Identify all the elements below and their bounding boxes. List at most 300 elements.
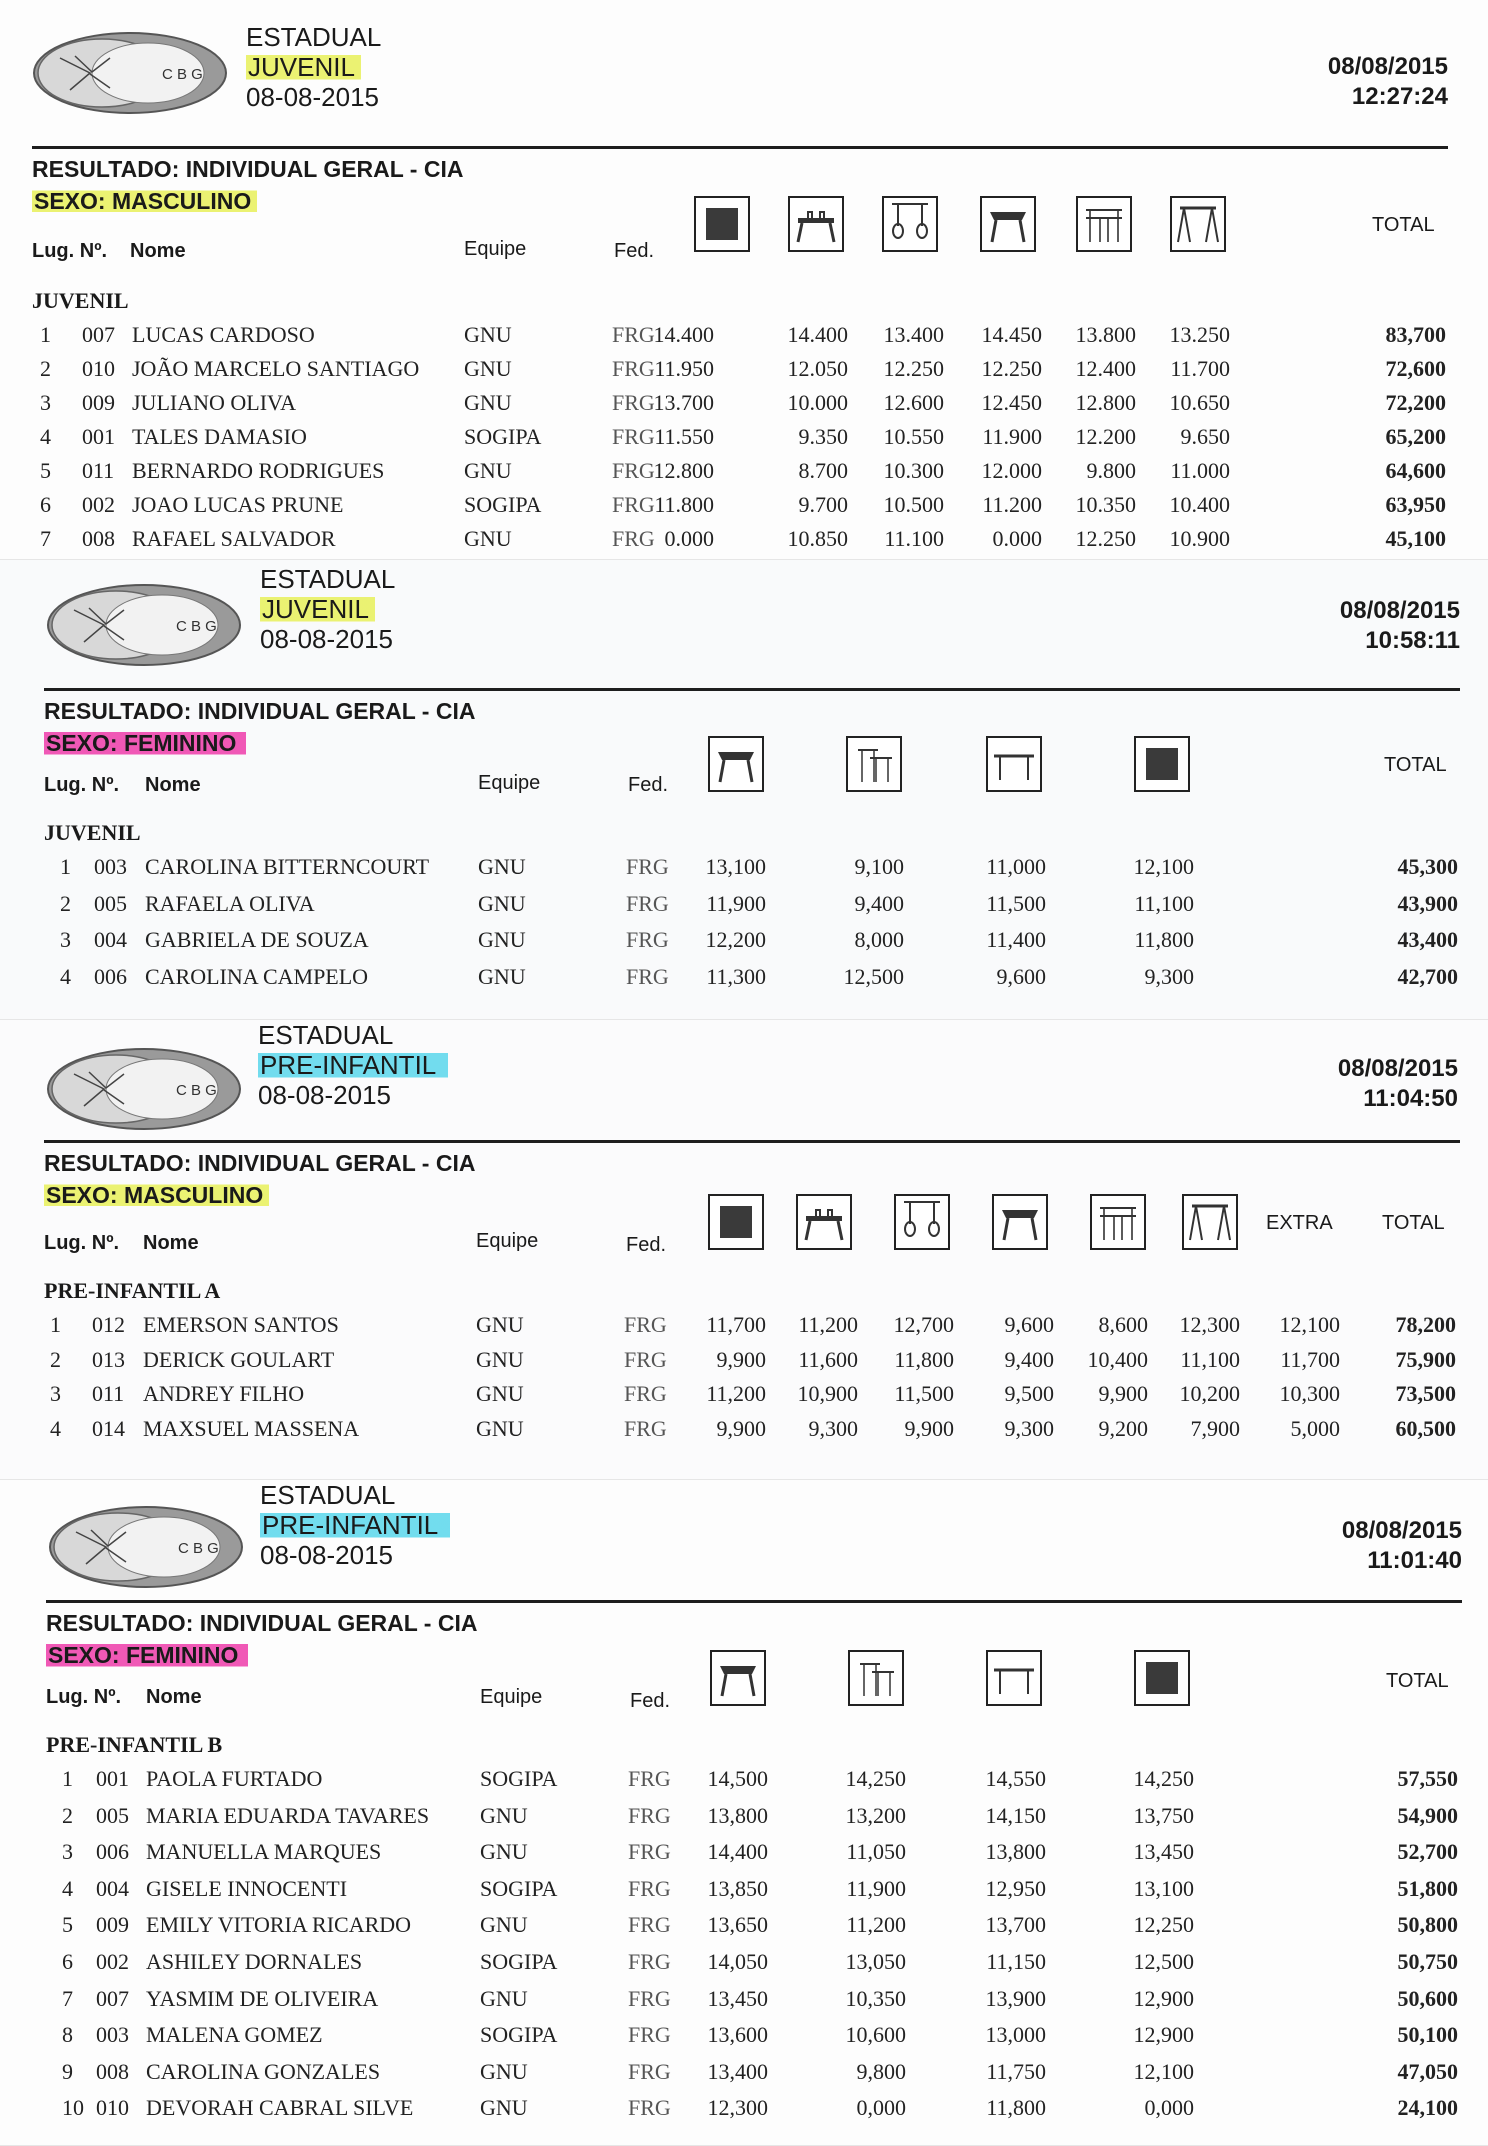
rank-cell: 7 [40, 526, 51, 551]
result-title: RESULTADO: INDIVIDUAL GERAL - CIA [44, 698, 476, 724]
total-cell: 73,500 [1395, 1381, 1456, 1406]
athlete-number-cell: 002 [96, 1949, 129, 1974]
total-cell: 43,400 [1397, 927, 1458, 952]
team-cell: GNU [476, 1312, 524, 1337]
sheet-heading [258, 1020, 448, 1110]
floor-icon [1134, 736, 1190, 792]
rank-cell: 9 [62, 2058, 73, 2084]
beam-icon [986, 736, 1042, 792]
athlete-name-cell: CAROLINA BITTERNCOURT [145, 854, 430, 879]
team-cell: SOGIPA [480, 1949, 558, 1974]
header-rule [46, 1600, 1462, 1603]
print-timestamp [1340, 596, 1460, 656]
score-cell: 10.500 [883, 492, 944, 517]
team-cell: GNU [478, 854, 526, 879]
total-cell: 75,900 [1395, 1346, 1456, 1372]
athlete-name-cell: RAFAEL SALVADOR [132, 526, 336, 551]
print-timestamp [1338, 1054, 1458, 1114]
team-cell: GNU [478, 890, 526, 916]
athlete-number-cell: 009 [96, 1912, 129, 1938]
score-cell: 14.400 [787, 322, 848, 347]
score-cell: 13,000 [985, 2022, 1046, 2048]
print-timestamp [1328, 52, 1448, 112]
team-cell: GNU [476, 1381, 524, 1406]
col-total: TOTAL [1386, 1670, 1449, 1692]
federation-cell: FRG [628, 1912, 671, 1938]
score-cell: 9,600 [1004, 1312, 1054, 1337]
team-cell: GNU [464, 458, 512, 483]
score-cell: 13,800 [707, 1802, 768, 1828]
athlete-number-cell: 010 [96, 2095, 129, 2121]
score-cell: 13,050 [845, 1949, 906, 1974]
floor-icon [694, 196, 750, 252]
federation-cell: FRG [626, 963, 669, 989]
federation-cell: FRG [628, 1949, 671, 1974]
score-cell: 8,600 [1098, 1312, 1148, 1337]
team-cell: GNU [476, 1415, 524, 1441]
athlete-name-cell: LUCAS CARDOSO [132, 322, 315, 347]
score-cell: 12.450 [981, 390, 1042, 415]
federation-cell: FRG [624, 1381, 667, 1406]
col-team: Equipe [464, 238, 527, 260]
score-cell: 10.550 [883, 424, 944, 449]
score-cell: 11,200 [846, 1912, 906, 1938]
score-cell: 10,900 [797, 1381, 858, 1406]
federation-cell: FRG [628, 1875, 671, 1901]
event-name: ESTADUAL [258, 1020, 394, 1050]
score-cell: 9.650 [1180, 424, 1230, 449]
score-cell: 7,900 [1190, 1415, 1240, 1441]
score-cell: 13,100 [1133, 1875, 1194, 1901]
athlete-number-cell: 001 [82, 424, 115, 449]
rank-cell: 2 [40, 356, 51, 381]
athlete-name-cell: RAFAELA OLIVA [145, 890, 315, 916]
table-row [0, 1799, 1488, 1833]
col-total: TOTAL [1382, 1212, 1445, 1234]
team-cell: GNU [480, 2095, 528, 2121]
score-cell: 10.300 [883, 458, 944, 483]
rank-cell: 7 [62, 1985, 73, 2011]
score-cell: 11,900 [846, 1875, 906, 1901]
athlete-name-cell: EMERSON SANTOS [143, 1312, 339, 1337]
team-cell: SOGIPA [480, 1766, 558, 1791]
federation-cell: FRG [628, 2058, 671, 2084]
score-cell: 12.050 [787, 356, 848, 381]
vault-icon [992, 1194, 1048, 1250]
sheet-heading [260, 1480, 450, 1570]
score-cell: 14,250 [845, 1766, 906, 1791]
results-sheet-preinfantil-feminino [0, 1480, 1488, 2146]
score-cell: 9,100 [854, 854, 904, 879]
athlete-name-cell: YASMIM DE OLIVEIRA [146, 1985, 379, 2011]
score-cell: 12,100 [1133, 854, 1194, 879]
athlete-number-cell: 013 [92, 1346, 125, 1372]
athlete-name-cell: MARIA EDUARDA TAVARES [146, 1802, 430, 1828]
results-sheet-juvenil-masculino [0, 0, 1488, 560]
score-cell: 11,050 [846, 1839, 906, 1865]
table-row [0, 2055, 1488, 2089]
total-cell: 50,750 [1397, 1949, 1458, 1974]
rank-cell: 4 [50, 1415, 61, 1441]
score-cell: 9,900 [716, 1415, 766, 1441]
athlete-number-cell: 005 [96, 1802, 129, 1828]
rank-cell: 4 [62, 1875, 73, 1901]
table-row [0, 1982, 1488, 2016]
sex-label: SEXO: FEMININO [46, 1642, 248, 1668]
event-date: 08-08-2015 [246, 82, 379, 112]
score-cell: 11,200 [798, 1312, 858, 1337]
athlete-number-cell: 011 [92, 1381, 125, 1406]
table-row [0, 850, 1488, 884]
athlete-name-cell: MALENA GOMEZ [146, 2022, 323, 2048]
rank-cell: 5 [62, 1912, 73, 1938]
table-row [0, 522, 1488, 556]
team-cell: GNU [464, 356, 512, 381]
score-cell: 9,900 [1098, 1381, 1148, 1406]
score-cell: 12.600 [883, 390, 944, 415]
event-date: 08-08-2015 [258, 1080, 391, 1110]
total-cell: 78,200 [1395, 1312, 1456, 1337]
score-cell: 13,700 [985, 1912, 1046, 1938]
rank-cell: 2 [50, 1346, 61, 1372]
athlete-name-cell: JOÃO MARCELO SANTIAGO [132, 356, 420, 381]
score-cell: 9.800 [1086, 458, 1136, 483]
total-cell: 72,200 [1385, 390, 1446, 415]
col-name: Nome [146, 1686, 202, 1708]
sheet-heading [260, 564, 395, 654]
athlete-name-cell: MAXSUEL MASSENA [143, 1415, 360, 1441]
athlete-number-cell: 003 [96, 2022, 129, 2048]
score-cell: 13,750 [1133, 1802, 1194, 1828]
team-cell: GNU [464, 322, 512, 347]
score-cell: 14,050 [707, 1949, 768, 1974]
svg-text:C B G: C B G [176, 1082, 217, 1099]
score-cell: 10,350 [845, 1985, 906, 2011]
floor-icon [1134, 1650, 1190, 1706]
table-row [0, 2018, 1488, 2052]
col-name: Nome [145, 774, 201, 796]
total-cell: 51,800 [1397, 1875, 1458, 1901]
team-cell: GNU [480, 2058, 528, 2084]
team-cell: GNU [464, 526, 512, 551]
rank-cell: 4 [40, 424, 51, 449]
rank-cell: 3 [40, 390, 51, 415]
col-fed: Fed. [626, 1234, 667, 1256]
score-cell: 13,600 [707, 2022, 768, 2048]
score-cell: 11,800 [1134, 927, 1194, 952]
score-cell: 9,200 [1098, 1415, 1148, 1441]
athlete-number-cell: 010 [82, 356, 115, 381]
score-cell: 12,900 [1133, 1985, 1194, 2011]
score-cell: 12,500 [1133, 1949, 1194, 1974]
table-row [0, 352, 1488, 386]
event-name: ESTADUAL [260, 1480, 396, 1510]
rank-cell: 3 [50, 1381, 61, 1406]
athlete-number-cell: 011 [82, 458, 115, 483]
score-cell: 14.450 [981, 322, 1042, 347]
table-row [0, 1762, 1488, 1796]
pommel-horse-icon [796, 1194, 852, 1250]
score-cell: 13,900 [985, 1985, 1046, 2011]
score-cell: 8,000 [854, 927, 904, 952]
score-cell: 9.700 [798, 492, 848, 517]
athlete-number-cell: 008 [82, 526, 115, 551]
col-rank: Lug. Nº. [44, 774, 120, 796]
table-row [0, 1908, 1488, 1942]
score-cell: 13,850 [707, 1875, 768, 1901]
level-name: JUVENIL [260, 594, 375, 624]
athlete-number-cell: 002 [82, 492, 115, 517]
rank-cell: 5 [40, 458, 51, 483]
score-cell: 9,300 [1144, 963, 1194, 989]
col-name: Nome [130, 240, 186, 262]
score-cell: 11.700 [1170, 356, 1230, 381]
print-time: 11:01:40 [1367, 1547, 1462, 1574]
high-bar-icon [1182, 1194, 1238, 1250]
athlete-number-cell: 005 [94, 890, 127, 916]
table-row [0, 887, 1488, 921]
score-cell: 13,450 [707, 1985, 768, 2011]
print-date: 08/08/2015 [1337, 1055, 1458, 1082]
sex-label: SEXO: FEMININO [44, 730, 246, 756]
score-cell: 13,100 [705, 854, 766, 879]
col-name: Nome [143, 1232, 199, 1254]
athlete-number-cell: 004 [96, 1875, 129, 1901]
rank-cell: 4 [60, 963, 71, 989]
federation-cell: FRG [626, 890, 669, 916]
score-cell: 13.250 [1169, 322, 1230, 347]
table-row [0, 1377, 1488, 1411]
rank-cell: 6 [62, 1949, 73, 1974]
level-name: PRE-INFANTIL [258, 1050, 448, 1080]
score-cell: 12,700 [893, 1312, 954, 1337]
table-row [0, 2091, 1488, 2125]
rings-icon [882, 196, 938, 252]
score-cell: 14,150 [985, 1802, 1046, 1828]
rank-cell: 3 [60, 927, 71, 952]
rank-cell: 10 [62, 2095, 84, 2121]
rank-cell: 3 [62, 1839, 73, 1865]
score-cell: 9,300 [808, 1415, 858, 1441]
score-cell: 13,450 [1133, 1839, 1194, 1865]
team-cell: GNU [478, 927, 526, 952]
col-rank: Lug. Nº. [46, 1686, 122, 1708]
score-cell: 10,200 [1179, 1381, 1240, 1406]
federation-cell: FRG [612, 356, 655, 381]
cbg-logo [30, 28, 230, 118]
header-rule [44, 1140, 1460, 1143]
score-cell: 11,150 [986, 1949, 1046, 1974]
athlete-name-cell: CAROLINA CAMPELO [145, 963, 369, 989]
federation-cell: FRG [612, 424, 655, 449]
athlete-name-cell: JULIANO OLIVA [132, 390, 296, 415]
score-cell: 13,200 [845, 1802, 906, 1828]
vault-icon [710, 1650, 766, 1706]
rank-cell: 6 [40, 492, 51, 517]
sex-label: SEXO: MASCULINO [32, 188, 257, 214]
print-time: 11:04:50 [1363, 1085, 1458, 1112]
score-cell: 11.900 [982, 424, 1042, 449]
rank-cell: 1 [62, 1766, 73, 1791]
athlete-number-cell: 004 [94, 927, 127, 952]
athlete-number-cell: 006 [94, 963, 127, 989]
print-date: 08/08/2015 [1327, 53, 1448, 80]
table-row [0, 454, 1488, 488]
federation-cell: FRG [624, 1312, 667, 1337]
event-date: 08-08-2015 [260, 1540, 393, 1570]
print-date: 08/08/2015 [1339, 597, 1460, 624]
uneven-bars-icon [846, 736, 902, 792]
score-cell: 13,400 [707, 2058, 768, 2084]
score-cell: 9,600 [996, 963, 1046, 989]
federation-cell: FRG [624, 1346, 667, 1372]
score-cell: 10.350 [1075, 492, 1136, 517]
federation-cell: FRG [612, 492, 655, 517]
score-cell: 12.250 [1075, 526, 1136, 551]
cbg-logo [46, 1502, 246, 1592]
sex-label: SEXO: MASCULINO [44, 1182, 269, 1208]
score-cell: 14.400 [653, 322, 714, 347]
total-cell: 50,100 [1397, 2022, 1458, 2048]
score-cell: 14,550 [985, 1766, 1046, 1791]
athlete-name-cell: TALES DAMASIO [132, 424, 307, 449]
athlete-number-cell: 008 [96, 2058, 129, 2084]
print-time: 12:27:24 [1351, 83, 1448, 110]
score-cell: 12.250 [883, 356, 944, 381]
svg-text:C B G: C B G [178, 1540, 219, 1557]
athlete-number-cell: 003 [94, 854, 127, 879]
table-row [0, 1945, 1488, 1979]
svg-text:C B G: C B G [176, 618, 217, 635]
score-cell: 11,500 [894, 1381, 954, 1406]
table-row [0, 1412, 1488, 1446]
team-cell: GNU [478, 963, 526, 989]
level-name: JUVENIL [246, 52, 361, 82]
svg-text:C B G: C B G [162, 66, 203, 83]
score-cell: 0,000 [1144, 2095, 1194, 2121]
col-extra: EXTRA [1266, 1212, 1333, 1234]
col-fed: Fed. [630, 1690, 671, 1712]
print-timestamp [1342, 1516, 1462, 1576]
col-rank: Lug. Nº. [44, 1232, 120, 1254]
total-cell: 45,100 [1385, 526, 1446, 551]
score-cell: 9,900 [716, 1346, 766, 1372]
score-cell: 10.900 [1169, 526, 1230, 551]
score-cell: 12.250 [981, 356, 1042, 381]
result-title: RESULTADO: INDIVIDUAL GERAL - CIA [44, 1150, 476, 1176]
team-cell: GNU [476, 1346, 524, 1372]
results-sheet-preinfantil-masculino [0, 1020, 1488, 1480]
total-cell: 60,500 [1395, 1415, 1456, 1441]
score-cell: 13.400 [883, 322, 944, 347]
total-cell: 43,900 [1397, 890, 1458, 916]
table-row [0, 960, 1488, 994]
score-cell: 0.000 [664, 526, 714, 551]
col-fed: Fed. [614, 240, 655, 262]
federation-cell: FRG [612, 526, 655, 551]
score-cell: 12,250 [1133, 1912, 1194, 1938]
team-cell: SOGIPA [480, 2022, 558, 2048]
federation-cell: FRG [628, 1766, 671, 1791]
pommel-horse-icon [788, 196, 844, 252]
federation-cell: FRG [626, 927, 669, 952]
floor-icon [708, 1194, 764, 1250]
print-time: 10:58:11 [1365, 627, 1460, 654]
col-team: Equipe [476, 1230, 539, 1252]
score-cell: 12,100 [1279, 1312, 1340, 1337]
total-cell: 54,900 [1397, 1802, 1458, 1828]
total-cell: 83,700 [1385, 322, 1446, 347]
total-cell: 45,300 [1397, 854, 1458, 879]
score-cell: 11.550 [654, 424, 714, 449]
score-cell: 11,600 [798, 1346, 858, 1372]
table-row [0, 1343, 1488, 1377]
athlete-name-cell: CAROLINA GONZALES [146, 2058, 381, 2084]
sheet-heading [246, 22, 381, 112]
federation-cell: FRG [612, 390, 655, 415]
athlete-name-cell: JOAO LUCAS PRUNE [132, 492, 344, 517]
score-cell: 14,400 [707, 1839, 768, 1865]
total-cell: 52,700 [1397, 1839, 1458, 1865]
score-cell: 10.850 [787, 526, 848, 551]
score-cell: 10,600 [845, 2022, 906, 2048]
score-cell: 12.400 [1075, 356, 1136, 381]
vault-icon [708, 736, 764, 792]
score-cell: 10.400 [1169, 492, 1230, 517]
score-cell: 11,200 [706, 1381, 766, 1406]
table-row [0, 1835, 1488, 1869]
uneven-bars-icon [848, 1650, 904, 1706]
score-cell: 11,700 [706, 1312, 766, 1337]
score-cell: 12.200 [1075, 424, 1136, 449]
score-cell: 12,500 [843, 963, 904, 989]
federation-cell: FRG [628, 2095, 671, 2121]
team-cell: GNU [464, 390, 512, 415]
score-cell: 11,100 [1134, 890, 1194, 916]
rank-cell: 2 [60, 890, 71, 916]
score-cell: 11.200 [982, 492, 1042, 517]
athlete-number-cell: 009 [82, 390, 115, 415]
score-cell: 11,800 [986, 2095, 1046, 2121]
score-cell: 5,000 [1290, 1415, 1340, 1441]
score-cell: 9,500 [1004, 1381, 1054, 1406]
score-cell: 9,300 [1004, 1415, 1054, 1441]
team-cell: SOGIPA [464, 492, 542, 517]
federation-cell: FRG [628, 1802, 671, 1828]
athlete-name-cell: DERICK GOULART [143, 1346, 335, 1372]
score-cell: 11,500 [986, 890, 1046, 916]
score-cell: 11,700 [1280, 1346, 1340, 1372]
score-cell: 11,800 [894, 1346, 954, 1372]
team-cell: GNU [480, 1912, 528, 1938]
team-cell: SOGIPA [464, 424, 542, 449]
score-cell: 10.000 [787, 390, 848, 415]
score-cell: 9,800 [856, 2058, 906, 2084]
parallel-bars-icon [1076, 196, 1132, 252]
score-cell: 10,400 [1087, 1346, 1148, 1372]
cbg-logo [44, 580, 244, 670]
table-row [0, 1308, 1488, 1342]
athlete-name-cell: MANUELLA MARQUES [146, 1839, 382, 1865]
federation-cell: FRG [628, 1839, 671, 1865]
rank-cell: 1 [50, 1312, 61, 1337]
total-cell: 72,600 [1385, 356, 1446, 381]
score-cell: 14,250 [1133, 1766, 1194, 1791]
athlete-name-cell: BERNARDO RODRIGUES [132, 458, 385, 483]
high-bar-icon [1170, 196, 1226, 252]
score-cell: 12.800 [653, 458, 714, 483]
score-cell: 13.800 [1075, 322, 1136, 347]
